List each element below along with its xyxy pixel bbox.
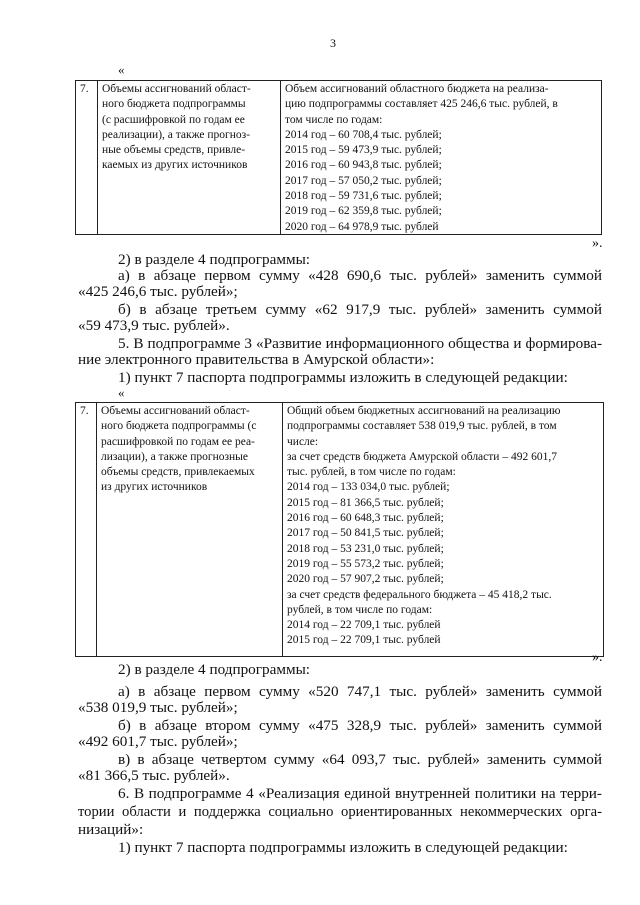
table1-right-line: Объем ассигнований областного бюджета на реализа- bbox=[285, 83, 549, 95]
table1-right-line: 2017 год – 57 050,2 тыс. рублей; bbox=[285, 174, 442, 187]
table1-right-line: 2018 год – 59 731,6 тыс. рублей; bbox=[285, 190, 442, 203]
table2-right-line: Общий объем бюджетных ассигнований на реализацию bbox=[287, 405, 561, 417]
quote-open-2: « bbox=[118, 385, 125, 400]
table2-right-line: 2014 год – 133 034,0 тыс. рублей; bbox=[287, 481, 450, 494]
quote-open-1: « bbox=[118, 62, 125, 77]
table2-right-cell bbox=[283, 403, 603, 656]
table1-right-line: 2020 год – 64 978,9 тыс. рублей bbox=[285, 220, 439, 233]
table1-right-line: том числе по годам: bbox=[285, 113, 383, 126]
table2-right-line: 2016 год – 60 648,3 тыс. рублей; bbox=[287, 512, 444, 525]
table2-right-line: 2014 год – 22 709,1 тыс. рублей bbox=[287, 619, 441, 632]
table1-right-line: 2019 год – 62 359,8 тыс. рублей; bbox=[285, 205, 442, 218]
page-number: 3 bbox=[330, 36, 336, 50]
paragraph: 2) в разделе 4 подпрограммы: bbox=[118, 251, 310, 268]
table2-right-line: 2015 год – 81 366,5 тыс. рублей; bbox=[287, 496, 444, 509]
table2-left-line: из других источников bbox=[101, 481, 208, 494]
paragraph: 6. В подпрограмме 4 «Реализация единой внутренней политики на терри- bbox=[118, 785, 602, 802]
table2-right-line: 2017 год – 50 841,5 тыс. рублей; bbox=[287, 527, 444, 540]
row-number: 7. bbox=[76, 403, 97, 656]
table2-right-line: тыс. рублей, в том числе по годам: bbox=[287, 466, 456, 479]
table2-right-line: 2018 год – 53 231,0 тыс. рублей; bbox=[287, 542, 444, 555]
paragraph: 1) пункт 7 паспорта подпрограммы изложить в следующей редакции: bbox=[118, 369, 568, 386]
table2-left-line: расшифровкой по годам ее реа- bbox=[101, 435, 255, 448]
paragraph: «538 019,9 тыс. рублей»; bbox=[78, 699, 238, 716]
table2-right-line: за счет средств бюджета Амурской области – 492 601,7 bbox=[287, 450, 557, 463]
paragraph: низаций»: bbox=[78, 821, 144, 838]
paragraph: а) в абзаце первом сумму «520 747,1 тыс. рублей» заменить суммой bbox=[118, 683, 602, 700]
table1-left-line: ного бюджета подпрограммы bbox=[102, 98, 246, 111]
table1-left-line: ные объемы средств, привле- bbox=[102, 144, 246, 157]
table2-right-line: за счет средств федерального бюджета – 45 418,2 тыс. bbox=[287, 588, 552, 601]
table2-left-line: ного бюджета подпрограммы (с bbox=[101, 420, 257, 433]
table1-left-line: (с расшифровкой по годам ее bbox=[102, 113, 245, 126]
paragraph: в) в абзаце четвертом сумму «64 093,7 тыс. рублей» заменить суммой bbox=[118, 751, 602, 768]
table2-right-line: подпрограммы составляет 538 019,9 тыс. рублей, в том bbox=[287, 420, 557, 433]
quote-close-1: ». bbox=[592, 236, 603, 251]
paragraph: «425 246,6 тыс. рублей»; bbox=[78, 283, 238, 300]
paragraph: 2) в разделе 4 подпрограммы: bbox=[118, 661, 310, 678]
table2-left-line: объемы средств, привлекаемых bbox=[101, 466, 255, 479]
quote-close-2: ». bbox=[592, 650, 603, 665]
table2-left-cell bbox=[97, 403, 283, 656]
paragraph: «492 601,7 тыс. рублей»; bbox=[78, 733, 238, 750]
table1-right-cell bbox=[281, 81, 601, 234]
table2-left-line: Объемы ассигнований област- bbox=[101, 405, 250, 417]
paragraph: тории области и поддержка социально ориентированных некоммерческих орга- bbox=[78, 804, 602, 820]
paragraph: б) в абзаце третьем сумму «62 917,9 тыс. рублей» заменить суммой bbox=[118, 301, 602, 318]
paragraph: 1) пункт 7 паспорта подпрограммы изложить в следующей редакции: bbox=[118, 839, 568, 856]
table1-right-line: 2016 год – 60 943,8 тыс. рублей; bbox=[285, 159, 442, 172]
passport-table-2 bbox=[75, 402, 604, 657]
paragraph: ние электронного правительства в Амурской области»: bbox=[78, 351, 435, 368]
table1-left-line: каемых из других источников bbox=[102, 159, 248, 172]
table2-right-line: 2020 год – 57 907,2 тыс. рублей; bbox=[287, 573, 444, 586]
paragraph: 5. В подпрограмме 3 «Развитие информационного общества и формирова- bbox=[118, 335, 602, 352]
table1-left-line: реализации), а также прогноз- bbox=[102, 128, 251, 141]
paragraph: б) в абзаце втором сумму «475 328,9 тыс. рублей» заменить суммой bbox=[118, 717, 602, 734]
table2-right-line: 2015 год – 22 709,1 тыс. рублей bbox=[287, 634, 441, 647]
table1-left-line: Объемы ассигнований област- bbox=[102, 83, 251, 95]
passport-table-1 bbox=[75, 80, 602, 235]
table1-left-cell bbox=[98, 81, 281, 234]
table2-right-line: 2019 год – 55 573,2 тыс. рублей; bbox=[287, 557, 444, 570]
table1-right-line: 2014 год – 60 708,4 тыс. рублей; bbox=[285, 128, 442, 141]
table1-right-line: цию подпрограммы составляет 425 246,6 тыс. рублей, в bbox=[285, 98, 558, 111]
paragraph: «81 366,5 тыс. рублей». bbox=[78, 767, 230, 784]
table2-left-line: лизации), а также прогнозные bbox=[101, 450, 248, 463]
row-number: 7. bbox=[76, 81, 98, 234]
paragraph: «59 473,9 тыс. рублей». bbox=[78, 317, 230, 334]
table2-right-line: рублей, в том числе по годам: bbox=[287, 603, 433, 616]
table2-right-line: числе: bbox=[287, 435, 319, 448]
paragraph: а) в абзаце первом сумму «428 690,6 тыс. рублей» заменить суммой bbox=[118, 267, 602, 284]
table1-right-line: 2015 год – 59 473,9 тыс. рублей; bbox=[285, 144, 442, 157]
